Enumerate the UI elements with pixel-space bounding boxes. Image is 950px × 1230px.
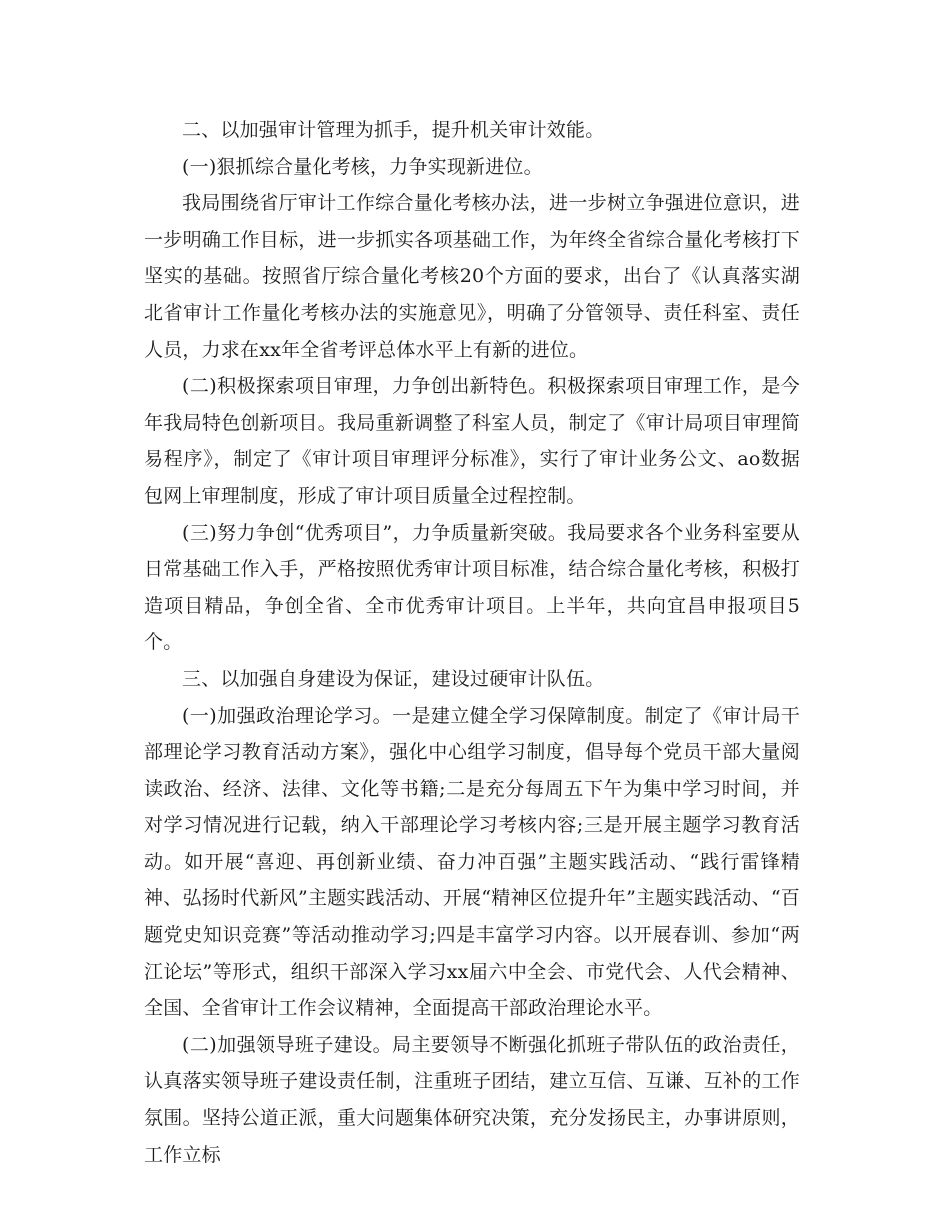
paragraph-project-review: (二)积极探索项目审理，力争创出新特色。积极探索项目审理工作，是今年我局特色创新项目。我局重新调整了科室人员，制定了《审计局项目审理简易程序》，制定了《审计项目审理评分标准》，实行了审计业务公文、ao数据包网上审理制度，形成了审计项目质量全过程控制。 [144, 375, 800, 507]
paragraph-assessment-details: 我局围绕省厅审计工作综合量化考核办法，进一步树立争强进位意识，进一步明确工作目标，进一步抓实各项基础工作，为年终全省综合量化考核打下坚实的基础。按照省厅综合量化考核20个方面的要求，出台了《认真落实湖北省审计工作量化考核办法的实施意见》，明确了分管领导、责任科室、责任人员，力求在xx年全省考评总体水平上有新的进位。 [144, 192, 800, 361]
paragraph-leadership-building: (二)加强领导班子建设。局主要领导不断强化抓班子带队伍的政治责任，认真落实领导班子建设责任制，注重班子团结，建立互信、互谦、互补的工作氛围。坚持公道正派，重大问题集体研究决策，充分发扬民主，办事讲原则，工作立标 [144, 1033, 800, 1166]
paragraph-political-study: (一)加强政治理论学习。一是建立健全学习保障制度。制定了《审计局干部理论学习教育活动方案》，强化中心组学习制度，倡导每个党员干部大量阅读政治、经济、法律、文化等书籍;二是充分每周五下午为集中学习时间，并对学习情况进行记载，纳入干部理论学习考核内容;三是开展主题学习教育活动。如开展“喜迎、再创新业绩、奋力冲百强”主题实践活动、“践行雷锋精神、弘扬时代新风”主题实践活动、开展“精神区位提升年”主题实践活动、“百题党史知识竞赛”等活动推动学习;四是丰富学习内容。以开展春训、参加“两江论坛”等形式，组织干部深入学习xx届六中全会、市党代会、人代会精神、全国、全省审计工作会议精神，全面提高干部政治理论水平。 [144, 704, 800, 1020]
heading-section-three: 三、以加强自身建设为保证，建设过硬审计队伍。 [182, 667, 605, 690]
paragraph-excellent-projects: (三)努力争创“优秀项目”，力争质量新突破。我局要求各个业务科室要从日常基础工作入手，严格按照优秀审计项目标准，结合综合量化考核，积极打造项目精品，争创全省、全市优秀审计项目。上半年，共向宜昌申报项目5个。 [144, 521, 800, 654]
subheading-quantitative-assessment: (一)狠抓综合量化考核，力争实现新进位。 [182, 155, 543, 178]
heading-section-two: 二、以加强审计管理为抓手，提升机关审计效能。 [182, 119, 605, 141]
document-body [144, 112, 800, 1173]
